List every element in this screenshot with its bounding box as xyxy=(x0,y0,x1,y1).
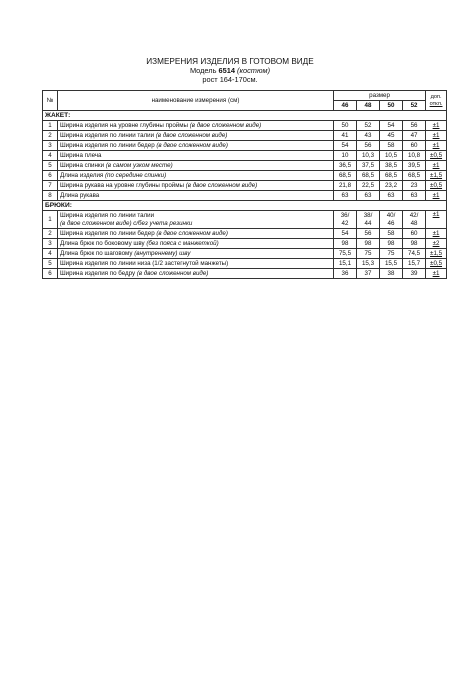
value-48: 37 xyxy=(357,269,380,279)
value-part: 42/ xyxy=(409,211,419,219)
value-part: 46 xyxy=(387,219,395,227)
value-48: 56 xyxy=(357,141,380,151)
table-row xyxy=(43,229,447,239)
value-part: 42 xyxy=(341,219,349,227)
measurement-note: (в двое сложенном виде) xyxy=(156,141,228,149)
row-number: 3 xyxy=(43,141,58,151)
measurement-label: Ширина изделия по линии бедер xyxy=(60,229,155,237)
model-prefix: Модель xyxy=(189,66,217,75)
measurement-name-line2: (в двое сложенном виде) с/без учета резинки xyxy=(60,219,193,227)
table-row xyxy=(43,239,447,249)
row-number: 8 xyxy=(43,191,58,201)
tolerance: ±0,5 xyxy=(426,181,447,191)
value-52: 23 xyxy=(403,181,426,191)
size-52: 52 xyxy=(403,101,426,111)
col-name-header: наименование измерения (см) xyxy=(58,91,334,111)
value-52: 15,7 xyxy=(403,259,426,269)
col-number-header: № xyxy=(43,91,58,111)
value-46: 68,5 xyxy=(334,171,357,181)
tolerance: ±2 xyxy=(426,239,447,249)
value-52: 56 xyxy=(403,121,426,131)
measurement-name xyxy=(58,171,334,181)
value-48: 37,5 xyxy=(357,161,380,171)
value-48: 15,3 xyxy=(357,259,380,269)
value-48: 63 xyxy=(357,191,380,201)
tolerance-label-1: доп. xyxy=(430,93,442,100)
measurement-name xyxy=(58,121,334,131)
table-row xyxy=(43,211,447,229)
value-46: 54 xyxy=(334,141,357,151)
height-range: рост 164-170см. xyxy=(202,75,258,84)
pants-section-row xyxy=(43,201,447,211)
measurement-label: Длина брюк по боковому шву xyxy=(60,239,145,247)
value-part: 38/ xyxy=(363,211,373,219)
value-52: 60 xyxy=(403,229,426,239)
row-number: 5 xyxy=(43,259,58,269)
value-50 xyxy=(380,211,403,229)
tolerance: ±1 xyxy=(426,141,447,151)
tolerance: ±0,5 xyxy=(426,151,447,161)
table-row xyxy=(43,121,447,131)
value-46: 36 xyxy=(334,269,357,279)
value-50: 58 xyxy=(380,141,403,151)
measurement-note: (в двое сложенном виде) xyxy=(136,269,209,277)
value-48: 10,3 xyxy=(357,151,380,161)
value-52 xyxy=(403,211,426,229)
document-header xyxy=(0,57,460,84)
tolerance-label-2: откл. xyxy=(429,100,443,107)
table-row xyxy=(43,171,447,181)
model-line xyxy=(0,66,460,75)
table-row xyxy=(43,249,447,259)
value-46: 50 xyxy=(334,121,357,131)
value-46: 36,5 xyxy=(334,161,357,171)
measurements-table xyxy=(42,90,447,279)
value-part: 48 xyxy=(410,219,418,227)
value-50: 75 xyxy=(380,249,403,259)
measurement-note: (в двое сложенном виде) xyxy=(155,131,228,139)
model-number: 6514 xyxy=(218,66,235,75)
measurement-label: Ширина рукава на уровне глубины проймы xyxy=(60,181,184,189)
measurement-note: (по середине спинки) xyxy=(105,171,167,179)
value-46: 54 xyxy=(334,229,357,239)
value-52: 39 xyxy=(403,269,426,279)
measurement-name xyxy=(58,151,334,161)
tolerance: ±1 xyxy=(426,121,447,131)
value-48 xyxy=(357,211,380,229)
value-48: 68,5 xyxy=(357,171,380,181)
table-row xyxy=(43,269,447,279)
value-52: 47 xyxy=(403,131,426,141)
value-50: 54 xyxy=(380,121,403,131)
table-row xyxy=(43,161,447,171)
measurement-name xyxy=(58,131,334,141)
value-46: 75,5 xyxy=(334,249,357,259)
measurement-label: Ширина изделия по линии бедер xyxy=(60,141,155,149)
value-48: 98 xyxy=(357,239,380,249)
value-48: 52 xyxy=(357,121,380,131)
table-row xyxy=(43,259,447,269)
value-46 xyxy=(334,211,357,229)
row-number: 6 xyxy=(43,171,58,181)
measurement-name-line1: Ширина изделия по линии талии xyxy=(60,211,155,219)
jacket-section-row xyxy=(43,111,447,121)
size-46: 46 xyxy=(334,101,357,111)
measurement-note: (в самом узком месте) xyxy=(105,161,173,169)
measurement-name xyxy=(58,249,334,259)
tolerance: ±1 xyxy=(426,229,447,239)
value-50: 38,5 xyxy=(380,161,403,171)
table-header-row xyxy=(43,91,447,101)
measurement-label: Длина изделия xyxy=(60,171,104,179)
measurement-name xyxy=(58,141,334,151)
tolerance: ±1 xyxy=(426,191,447,201)
measurement-name xyxy=(58,181,334,191)
value-52: 68,5 xyxy=(403,171,426,181)
value-50: 10,5 xyxy=(380,151,403,161)
measurement-label: Длина рукава xyxy=(60,191,100,199)
tolerance: ±1,5 xyxy=(426,249,447,259)
measurement-name xyxy=(58,161,334,171)
value-46: 21,8 xyxy=(334,181,357,191)
row-number: 2 xyxy=(43,131,58,141)
tolerance: ±0,5 xyxy=(426,259,447,269)
value-52: 98 xyxy=(403,239,426,249)
tolerance: ±1 xyxy=(426,269,447,279)
value-46: 10 xyxy=(334,151,357,161)
table-row xyxy=(43,141,447,151)
value-50: 15,5 xyxy=(380,259,403,269)
row-number: 4 xyxy=(43,151,58,161)
measurement-note: (в двое сложенном виде) xyxy=(156,229,228,237)
jacket-section-title: ЖАКЕТ: xyxy=(43,111,447,121)
pants-section-title: БРЮКИ: xyxy=(43,201,447,211)
value-50: 98 xyxy=(380,239,403,249)
measurement-label: Ширина изделия на уровне глубины проймы xyxy=(60,121,188,129)
measurement-note: (в двое сложенном виде) xyxy=(185,181,258,189)
measurement-name xyxy=(58,191,334,201)
value-46: 15,1 xyxy=(334,259,357,269)
row-number: 1 xyxy=(43,211,58,229)
measurement-name xyxy=(58,269,334,279)
row-number: 3 xyxy=(43,239,58,249)
measurement-label: Длина брюк по шаговому xyxy=(60,249,133,257)
value-part: 40/ xyxy=(386,211,396,219)
value-50: 38 xyxy=(380,269,403,279)
measurement-label: Ширина изделия по линии низа (1/2 застегнутой манжеты) xyxy=(60,259,229,267)
tolerance: ±1,5 xyxy=(426,171,447,181)
value-52: 39,5 xyxy=(403,161,426,171)
row-number: 1 xyxy=(43,121,58,131)
measurement-label: Ширина изделия по бедру xyxy=(60,269,136,277)
table-row xyxy=(43,151,447,161)
model-suffix: (костюм) xyxy=(237,66,271,75)
value-46: 98 xyxy=(334,239,357,249)
row-number: 4 xyxy=(43,249,58,259)
measurement-label: Ширина изделия по линии талии xyxy=(60,131,155,139)
row-number: 6 xyxy=(43,269,58,279)
measurement-note: (внутреннему) шву xyxy=(134,249,191,257)
measurement-note: (в двое сложенном виде) xyxy=(189,121,262,129)
value-46: 41 xyxy=(334,131,357,141)
value-50: 23,2 xyxy=(380,181,403,191)
measurement-note: (без пояса с манжеткой) xyxy=(146,239,219,247)
value-48: 22,5 xyxy=(357,181,380,191)
col-size-header: размер xyxy=(334,91,426,101)
tolerance: ±1 xyxy=(426,211,447,229)
measurement-name xyxy=(58,259,334,269)
value-48: 56 xyxy=(357,229,380,239)
measurement-label: Ширина спинки xyxy=(60,161,105,169)
measurement-name xyxy=(58,229,334,239)
row-number: 5 xyxy=(43,161,58,171)
value-50: 45 xyxy=(380,131,403,141)
table-row xyxy=(43,131,447,141)
row-number: 2 xyxy=(43,229,58,239)
value-48: 43 xyxy=(357,131,380,141)
value-52: 74,5 xyxy=(403,249,426,259)
size-48: 48 xyxy=(357,101,380,111)
value-50: 68,5 xyxy=(380,171,403,181)
tolerance: ±1 xyxy=(426,161,447,171)
value-part: 44 xyxy=(364,219,372,227)
measurement-label: Ширина плеча xyxy=(60,151,102,159)
measurement-name xyxy=(58,239,334,249)
measurement-name xyxy=(58,211,334,229)
value-52: 60 xyxy=(403,141,426,151)
value-50: 58 xyxy=(380,229,403,239)
value-part: 36/ xyxy=(340,211,350,219)
document-title: ИЗМЕРЕНИЯ ИЗДЕЛИЯ В ГОТОВОМ ВИДЕ xyxy=(146,57,314,66)
tolerance: ±1 xyxy=(426,131,447,141)
col-tolerance-header xyxy=(426,91,447,111)
value-46: 63 xyxy=(334,191,357,201)
row-number: 7 xyxy=(43,181,58,191)
value-50: 63 xyxy=(380,191,403,201)
table-row xyxy=(43,181,447,191)
value-52: 63 xyxy=(403,191,426,201)
table-row xyxy=(43,191,447,201)
value-48: 75 xyxy=(357,249,380,259)
value-52: 10,8 xyxy=(403,151,426,161)
size-50: 50 xyxy=(380,101,403,111)
